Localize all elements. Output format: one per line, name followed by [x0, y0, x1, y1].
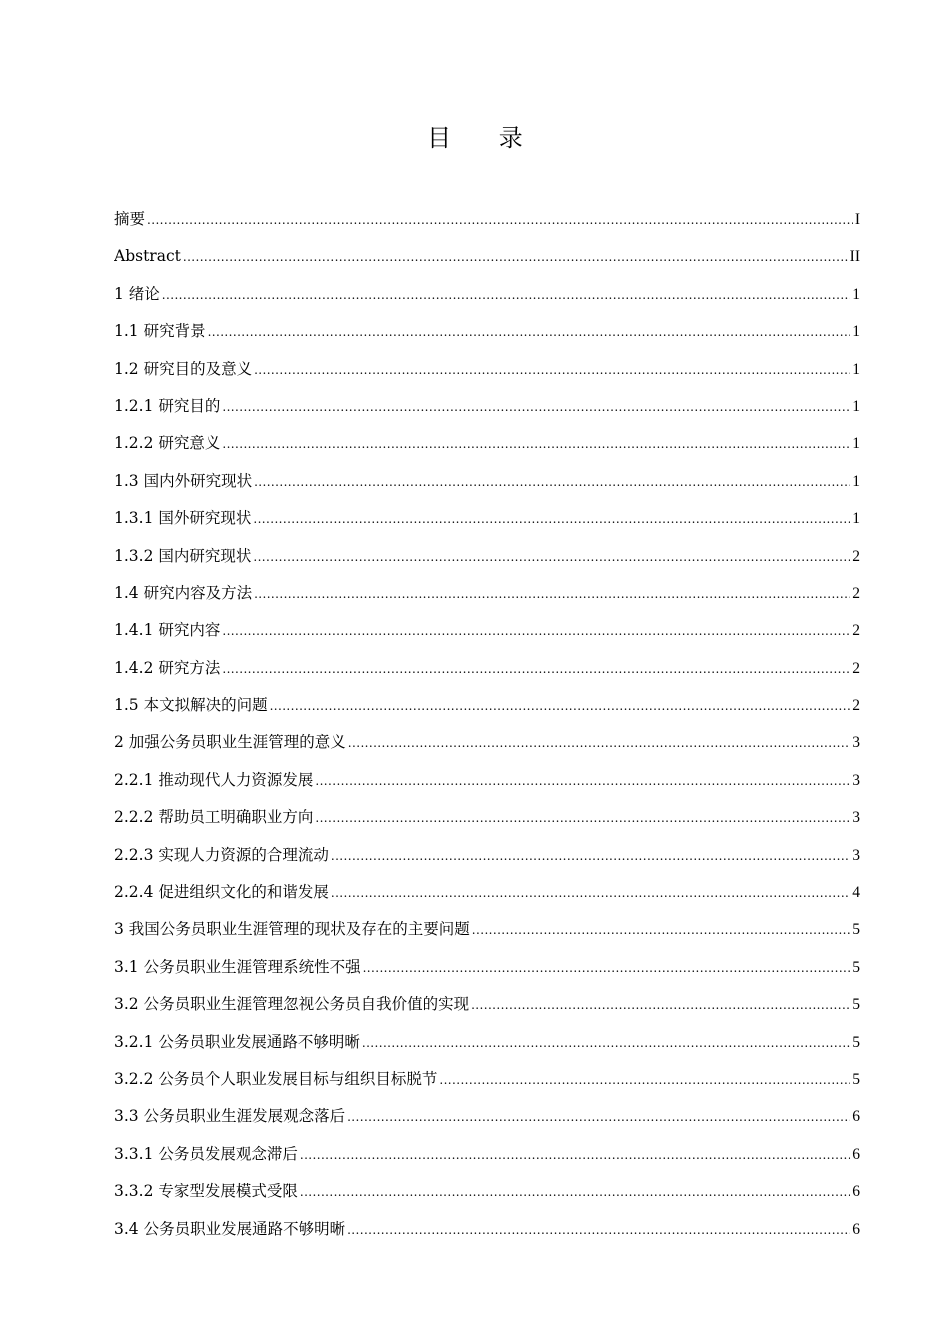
toc-entry[interactable] — [114, 276, 860, 313]
toc-entry[interactable] — [114, 799, 860, 836]
toc-entry[interactable] — [114, 538, 860, 575]
toc-entry-label: 1.3 国内外研究现状 — [114, 471, 253, 490]
toc-entry-label: 1.2.2 研究意义 — [114, 434, 221, 453]
page-title: 目 录 — [427, 124, 543, 152]
toc-leader-dots — [222, 389, 850, 425]
toc-leader-dots — [331, 875, 850, 911]
toc-leader-dots — [270, 688, 851, 724]
toc-entry-label: 3.2.1 公务员职业发展通路不够明晰 — [114, 1032, 360, 1051]
toc-entry-label: 1.2 研究目的及意义 — [114, 359, 253, 378]
toc-entry[interactable] — [114, 837, 860, 874]
toc-leader-dots — [162, 277, 850, 313]
toc-entry-label: 3.3.2 专家型发展模式受限 — [114, 1182, 298, 1201]
toc-entry-label: 3 我国公务员职业生涯管理的现状及存在的主要问题 — [114, 920, 470, 939]
toc-entry[interactable] — [114, 238, 860, 275]
toc-entry-label: 3.2 公务员职业生涯管理忽视公务员自我价值的实现 — [114, 995, 470, 1014]
toc-leader-dots — [222, 651, 850, 687]
toc-entry-page: 3 — [852, 846, 860, 864]
toc-leader-dots — [300, 1174, 850, 1210]
toc-entry-page: II — [849, 248, 860, 266]
toc-leader-dots — [183, 239, 848, 275]
toc-leader-dots — [362, 1025, 850, 1061]
toc-leader-dots — [208, 314, 851, 350]
toc-entry-label: Abstract — [114, 247, 181, 266]
toc-entry-page: 1 — [852, 360, 860, 378]
toc-entry[interactable] — [114, 313, 860, 350]
toc-entry[interactable] — [114, 388, 860, 425]
toc-entry-page: 2 — [852, 622, 860, 640]
toc-entry-label: 3.4 公务员职业发展通路不够明晰 — [114, 1219, 346, 1238]
toc-leader-dots — [222, 426, 850, 462]
toc-entry[interactable] — [114, 351, 860, 388]
toc-entry-label: 3.3 公务员职业生涯发展观念落后 — [114, 1107, 346, 1126]
toc-entry-label: 1.4.2 研究方法 — [114, 658, 221, 677]
toc-leader-dots — [253, 501, 850, 537]
toc-entry-page: 2 — [852, 584, 860, 602]
toc-entry[interactable] — [114, 986, 860, 1023]
toc-entry-page: 3 — [852, 809, 860, 827]
toc-entry-label: 1.2.1 研究目的 — [114, 396, 221, 415]
toc-entry-page: 6 — [852, 1183, 860, 1201]
toc-entry-page: 1 — [852, 285, 860, 303]
toc-leader-dots — [363, 950, 851, 986]
toc-entry-page: 1 — [852, 323, 860, 341]
toc-leader-dots — [222, 613, 850, 649]
toc-entry[interactable] — [114, 724, 860, 761]
toc-leader-dots — [147, 202, 853, 238]
toc-entry-page: 5 — [852, 996, 860, 1014]
toc-entry[interactable] — [114, 425, 860, 462]
toc-entry[interactable] — [114, 500, 860, 537]
toc-entry[interactable] — [114, 201, 860, 238]
toc-entry[interactable] — [114, 949, 860, 986]
toc-entry[interactable] — [114, 762, 860, 799]
toc-entry-page: 6 — [852, 1145, 860, 1163]
toc-leader-dots — [471, 987, 850, 1023]
toc-entry[interactable] — [114, 1136, 860, 1173]
toc-entry-label: 2 加强公务员职业生涯管理的意义 — [114, 733, 346, 752]
toc-entry[interactable] — [114, 874, 860, 911]
toc-leader-dots — [254, 576, 850, 612]
toc-entry-page: 6 — [852, 1220, 860, 1238]
toc-leader-dots — [254, 464, 850, 500]
toc-entry-label: 1.1 研究背景 — [114, 322, 206, 341]
toc-entry[interactable] — [114, 1061, 860, 1098]
toc-entry[interactable] — [114, 687, 860, 724]
toc-entry-page: 2 — [852, 659, 860, 677]
toc-entry[interactable] — [114, 1173, 860, 1210]
toc-entry[interactable] — [114, 575, 860, 612]
toc-entry[interactable] — [114, 463, 860, 500]
toc-entry-page: 5 — [852, 1070, 860, 1088]
toc-leader-dots — [331, 838, 850, 874]
toc-leader-dots — [347, 1099, 850, 1135]
toc-leader-dots — [348, 725, 850, 761]
toc-entry-page: 3 — [852, 734, 860, 752]
toc-entry-label: 2.2.4 促进组织文化的和谐发展 — [114, 883, 329, 902]
toc-entry-page: 5 — [852, 958, 860, 976]
toc-entry-label: 3.1 公务员职业生涯管理系统性不强 — [114, 957, 361, 976]
toc-leader-dots — [253, 539, 850, 575]
toc-entry-page: 6 — [852, 1108, 860, 1126]
toc-entry-label: 1.5 本文拟解决的问题 — [114, 696, 268, 715]
toc-entry-label: 1.4 研究内容及方法 — [114, 583, 253, 602]
toc-entry-label: 2.2.3 实现人力资源的合理流动 — [114, 845, 329, 864]
toc-entry-page: 1 — [852, 397, 860, 415]
toc-entry[interactable] — [114, 612, 860, 649]
toc-leader-dots — [315, 763, 850, 799]
toc-entry-label: 3.2.2 公务员个人职业发展目标与组织目标脱节 — [114, 1069, 438, 1088]
toc-entry-page: 1 — [852, 472, 860, 490]
toc-leader-dots — [472, 912, 850, 948]
toc-entry-page: 1 — [852, 510, 860, 528]
toc-entry[interactable] — [114, 650, 860, 687]
toc-entry-label: 1.3.2 国内研究现状 — [114, 546, 252, 565]
toc-leader-dots — [254, 352, 850, 388]
toc-entry-label: 3.3.1 公务员发展观念滞后 — [114, 1144, 298, 1163]
toc-entry-label: 2.2.2 帮助员工明确职业方向 — [114, 808, 314, 827]
toc-entry-page: 5 — [852, 921, 860, 939]
toc-entry-page: 1 — [852, 435, 860, 453]
toc-entry-label: 1.3.1 国外研究现状 — [114, 509, 252, 528]
toc-entry-page: 4 — [852, 884, 860, 902]
toc-entry-page: 3 — [852, 771, 860, 789]
toc-entry-label: 2.2.1 推动现代人力资源发展 — [114, 770, 314, 789]
toc-entry[interactable] — [114, 911, 860, 948]
toc-entry[interactable] — [114, 1211, 860, 1248]
toc-leader-dots — [300, 1137, 850, 1173]
toc-leader-dots — [347, 1212, 850, 1248]
toc-leader-dots — [439, 1062, 850, 1098]
table-of-contents — [114, 201, 860, 1248]
toc-entry-page: 5 — [852, 1033, 860, 1051]
toc-entry-page: 2 — [852, 547, 860, 565]
toc-entry-label: 摘要 — [114, 210, 146, 228]
toc-entry[interactable] — [114, 1024, 860, 1061]
toc-entry[interactable] — [114, 1098, 860, 1135]
toc-entry-page: 2 — [852, 697, 860, 715]
toc-leader-dots — [315, 800, 850, 836]
toc-entry-label: 1 绪论 — [114, 284, 160, 303]
toc-entry-label: 1.4.1 研究内容 — [114, 621, 221, 640]
toc-entry-page: I — [854, 211, 860, 228]
